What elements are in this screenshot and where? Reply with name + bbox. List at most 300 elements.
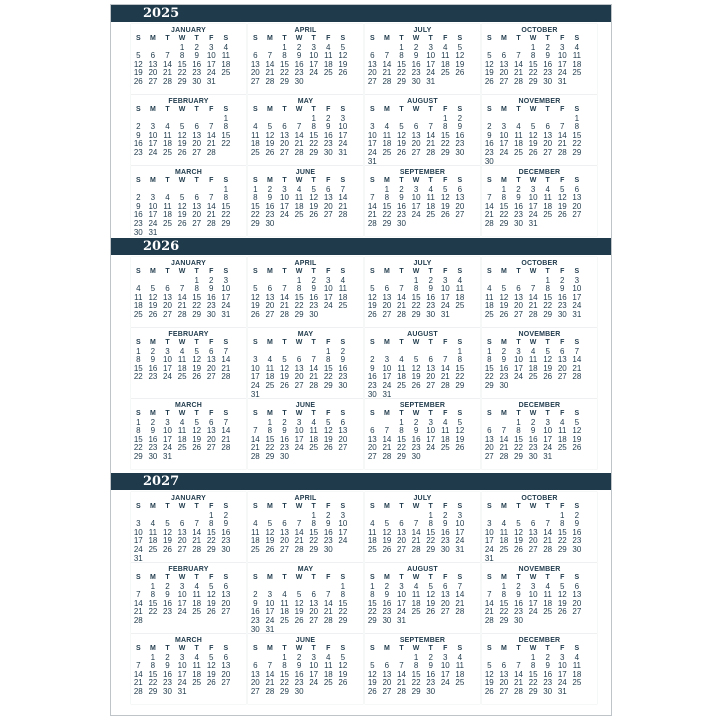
weekday-label: F <box>443 35 448 42</box>
empty-day <box>555 158 570 167</box>
empty-day <box>306 453 321 462</box>
day-number: 20 <box>192 210 202 220</box>
day-number: 5 <box>311 184 316 194</box>
day-number: 23 <box>397 210 406 220</box>
day-number: 19 <box>528 139 538 149</box>
day-number: 5 <box>179 193 185 203</box>
weekday-label: T <box>282 410 287 417</box>
weekday-label: S <box>574 503 580 510</box>
weekday-label: F <box>560 339 565 346</box>
empty-day <box>438 391 453 400</box>
day-number: 17 <box>323 292 333 302</box>
day-number: 26 <box>338 68 348 78</box>
weekday-label: W <box>295 106 303 113</box>
day-number: 9 <box>413 51 419 61</box>
day-number: 15 <box>514 434 523 444</box>
empty-day <box>204 617 219 626</box>
weekday-label: S <box>369 35 375 42</box>
month-calendar <box>365 634 480 704</box>
day-number: 14 <box>572 355 582 365</box>
day-number: 29 <box>265 451 275 461</box>
weekday-header-row <box>248 106 363 115</box>
month-name: DECEMBER <box>518 402 561 409</box>
weekday-header-row <box>131 35 246 44</box>
day-number: 10 <box>572 284 582 294</box>
day-number: 15 <box>543 292 553 302</box>
day-number: 3 <box>326 275 331 285</box>
day-number: 3 <box>399 581 404 591</box>
day-number: 25 <box>221 68 231 78</box>
day-number: 25 <box>455 678 465 688</box>
day-number: 11 <box>558 426 567 436</box>
day-number: 27 <box>192 147 202 157</box>
day-number: 30 <box>294 686 304 696</box>
day-number: 16 <box>338 363 348 373</box>
day-number: 7 <box>516 51 521 61</box>
day-number: 15 <box>177 59 187 69</box>
day-number: 12 <box>543 355 553 365</box>
day-number: 30 <box>426 686 436 696</box>
day-number: 16 <box>514 201 523 211</box>
day-number: 5 <box>399 122 404 132</box>
weekday-label: T <box>311 268 316 275</box>
month-name: NOVEMBER <box>518 98 561 105</box>
weekday-label: T <box>282 35 287 42</box>
weekday-label: T <box>516 177 521 184</box>
weekday-label: T <box>545 177 550 184</box>
empty-day <box>189 688 204 697</box>
empty-day <box>453 220 468 229</box>
day-number: 4 <box>150 519 156 529</box>
day-number: 29 <box>192 309 202 319</box>
empty-day <box>306 78 321 87</box>
day-number: 11 <box>382 130 392 140</box>
day-number: 11 <box>441 51 450 61</box>
weekday-label: S <box>135 268 141 275</box>
day-number: 12 <box>572 426 582 436</box>
day-number: 24 <box>528 607 538 617</box>
day-number: 11 <box>177 426 187 436</box>
weekday-label: S <box>574 177 580 184</box>
day-number: 12 <box>484 669 494 679</box>
empty-day <box>263 391 278 400</box>
weekday-header-row <box>365 339 480 348</box>
empty-day <box>146 555 161 564</box>
day-number: 4 <box>165 122 170 132</box>
weekday-header-row <box>365 574 480 583</box>
weekday-label: M <box>383 268 390 275</box>
day-number: 30 <box>294 76 304 86</box>
weekday-label: T <box>399 410 404 417</box>
day-number: 24 <box>265 615 275 625</box>
weekday-label: F <box>326 339 331 346</box>
weekday-label: S <box>252 410 258 417</box>
day-number: 9 <box>223 519 229 529</box>
empty-day <box>321 453 336 462</box>
empty-day <box>336 220 351 229</box>
weekday-label: M <box>500 339 507 346</box>
day-number: 15 <box>338 598 348 608</box>
day-number: 25 <box>367 544 377 554</box>
day-number: 15 <box>133 434 143 444</box>
day-number: 29 <box>221 218 231 228</box>
day-number: 23 <box>206 301 216 311</box>
day-number: 16 <box>572 527 582 537</box>
day-number: 20 <box>543 139 553 149</box>
day-number: 26 <box>499 309 509 319</box>
day-number: 20 <box>440 598 450 608</box>
weekday-label: M <box>266 35 273 42</box>
day-number: 12 <box>440 193 450 203</box>
day-number: 30 <box>280 451 289 461</box>
empty-day <box>219 453 234 462</box>
day-number: 19 <box>397 139 406 149</box>
day-number: 14 <box>163 59 172 69</box>
day-number: 19 <box>294 607 304 617</box>
day-number: 4 <box>370 519 375 529</box>
day-number: 4 <box>399 355 404 365</box>
day-number: 6 <box>179 519 185 529</box>
weekday-label: T <box>516 410 521 417</box>
day-number: 24 <box>177 607 187 617</box>
day-number: 11 <box>368 527 377 537</box>
weekday-label: T <box>545 645 550 652</box>
day-number: 15 <box>367 598 377 608</box>
day-number: 28 <box>250 451 260 461</box>
day-number: 8 <box>296 284 302 294</box>
day-number: 4 <box>253 519 258 529</box>
day-number: 25 <box>294 210 304 220</box>
day-number: 2 <box>223 510 229 520</box>
day-number: 14 <box>514 669 523 679</box>
day-number: 1 <box>223 184 229 194</box>
day-number: 21 <box>294 139 304 149</box>
day-number: 5 <box>326 417 331 427</box>
day-number: 11 <box>134 292 143 302</box>
day-number: 3 <box>267 590 273 600</box>
day-number: 23 <box>265 210 275 220</box>
weekday-label: T <box>311 574 316 581</box>
day-number: 16 <box>455 130 465 140</box>
day-number: 5 <box>530 122 536 132</box>
day-number: 18 <box>528 363 538 373</box>
day-number: 14 <box>543 527 553 537</box>
weekday-label: S <box>135 574 141 581</box>
month-calendar <box>482 492 597 562</box>
day-number: 30 <box>397 218 406 228</box>
day-number: 9 <box>457 122 463 132</box>
day-number: 17 <box>367 139 377 149</box>
week-row <box>131 115 246 124</box>
month-name: NOVEMBER <box>518 566 561 573</box>
empty-day <box>555 617 570 626</box>
day-number: 26 <box>572 443 582 453</box>
weekday-label: S <box>252 503 258 510</box>
weekday-header-row <box>248 645 363 654</box>
day-number: 29 <box>177 76 187 86</box>
day-number: 13 <box>148 59 158 69</box>
day-number: 5 <box>413 355 419 365</box>
day-number: 27 <box>514 309 523 319</box>
weekday-label: S <box>252 268 258 275</box>
day-number: 13 <box>280 130 289 140</box>
day-number: 24 <box>309 678 319 688</box>
day-number: 17 <box>250 372 260 382</box>
day-number: 27 <box>192 218 202 228</box>
day-number: 14 <box>514 59 523 69</box>
month-name: JANUARY <box>171 495 206 502</box>
day-number: 10 <box>206 51 216 61</box>
day-number: 1 <box>194 275 199 285</box>
weekday-label: M <box>383 503 390 510</box>
day-number: 24 <box>426 68 436 78</box>
day-number: 21 <box>206 210 216 220</box>
weekday-label: T <box>311 339 316 346</box>
day-number: 7 <box>399 284 404 294</box>
day-number: 10 <box>133 527 143 537</box>
weekday-label: T <box>428 177 433 184</box>
day-number: 27 <box>280 544 289 554</box>
day-number: 27 <box>177 544 187 554</box>
day-number: 2 <box>194 42 199 52</box>
day-number: 29 <box>148 686 158 696</box>
day-number: 12 <box>265 130 275 140</box>
weekday-label: T <box>545 410 550 417</box>
month-name: MAY <box>297 331 314 338</box>
day-number: 21 <box>192 536 202 546</box>
day-number: 25 <box>265 380 275 390</box>
day-number: 30 <box>411 76 421 86</box>
day-number: 1 <box>150 652 156 662</box>
day-number: 4 <box>530 346 536 356</box>
weekday-label: T <box>194 106 199 113</box>
day-number: 19 <box>382 536 392 546</box>
empty-day <box>336 78 351 87</box>
day-number: 28 <box>397 309 406 319</box>
day-number: 9 <box>428 284 433 294</box>
day-number: 21 <box>557 139 567 149</box>
day-number: 18 <box>484 301 494 311</box>
month-calendar <box>248 95 363 165</box>
weekday-label: M <box>149 645 156 652</box>
month-name: APRIL <box>294 495 317 502</box>
day-number: 19 <box>250 301 260 311</box>
day-number: 27 <box>426 380 436 390</box>
month-calendar <box>248 563 363 633</box>
month-name: OCTOBER <box>521 495 558 502</box>
week-row <box>365 688 480 697</box>
week-row <box>248 546 363 555</box>
day-number: 25 <box>148 544 158 554</box>
day-number: 13 <box>206 426 216 436</box>
weekday-label: S <box>574 35 580 42</box>
day-number: 28 <box>338 210 348 220</box>
month-name: SEPTEMBER <box>399 637 446 644</box>
day-number: 26 <box>557 210 567 220</box>
day-number: 3 <box>560 42 565 52</box>
day-number: 1 <box>428 510 433 520</box>
day-number: 8 <box>282 661 287 671</box>
weekday-label: M <box>149 268 156 275</box>
day-number: 22 <box>206 536 216 546</box>
day-number: 12 <box>265 527 275 537</box>
weekday-label: W <box>412 177 420 184</box>
weekday-label: S <box>135 410 141 417</box>
day-number: 13 <box>221 661 231 671</box>
day-number: 14 <box>133 598 143 608</box>
day-number: 5 <box>487 51 492 61</box>
empty-day <box>306 626 321 635</box>
day-number: 4 <box>179 346 185 356</box>
day-number: 11 <box>455 661 465 671</box>
day-number: 17 <box>440 292 450 302</box>
day-number: 17 <box>221 292 231 302</box>
day-number: 5 <box>428 581 433 591</box>
weekday-label: W <box>529 106 537 113</box>
day-number: 2 <box>501 346 507 356</box>
empty-day <box>453 688 468 697</box>
day-number: 23 <box>411 443 421 453</box>
day-number: 20 <box>163 301 172 311</box>
day-number: 7 <box>209 193 214 203</box>
day-number: 17 <box>543 434 553 444</box>
day-number: 25 <box>163 147 172 157</box>
empty-day <box>219 229 234 238</box>
day-number: 7 <box>296 519 302 529</box>
day-number: 23 <box>455 139 465 149</box>
day-number: 13 <box>382 669 392 679</box>
day-number: 1 <box>150 581 156 591</box>
day-number: 29 <box>294 309 304 319</box>
day-number: 18 <box>455 292 465 302</box>
day-number: 7 <box>194 519 199 529</box>
day-number: 26 <box>192 443 202 453</box>
day-number: 24 <box>177 678 187 688</box>
day-number: 19 <box>192 434 202 444</box>
day-number: 9 <box>501 355 507 365</box>
day-number: 10 <box>250 363 260 373</box>
day-number: 15 <box>294 292 304 302</box>
day-number: 18 <box>250 139 260 149</box>
day-number: 9 <box>516 193 521 203</box>
day-number: 30 <box>148 451 158 461</box>
weekday-label: S <box>252 106 258 113</box>
empty-day <box>570 382 585 391</box>
day-number: 13 <box>192 201 202 211</box>
day-number: 18 <box>557 434 567 444</box>
day-number: 18 <box>572 669 582 679</box>
day-number: 3 <box>384 355 390 365</box>
day-number: 25 <box>382 147 392 157</box>
weekday-label: F <box>443 106 448 113</box>
week-row <box>482 220 597 229</box>
weekday-label: W <box>529 35 537 42</box>
day-number: 1 <box>311 113 316 123</box>
day-number: 29 <box>455 380 465 390</box>
day-number: 7 <box>516 661 521 671</box>
empty-day <box>321 626 336 635</box>
day-number: 18 <box>382 139 392 149</box>
empty-day <box>292 626 307 635</box>
day-number: 2 <box>150 346 156 356</box>
week-row <box>365 115 480 124</box>
day-number: 29 <box>528 76 538 86</box>
day-number: 20 <box>367 68 377 78</box>
day-number: 29 <box>426 544 436 554</box>
day-number: 20 <box>294 372 304 382</box>
weekday-header-row <box>365 268 480 277</box>
weekday-label: S <box>223 410 229 417</box>
weekday-label: F <box>326 177 331 184</box>
day-number: 23 <box>338 372 348 382</box>
weekday-label: M <box>149 35 156 42</box>
week-row <box>482 546 597 555</box>
weekday-label: W <box>412 106 420 113</box>
day-number: 23 <box>382 607 392 617</box>
weekday-label: W <box>295 645 303 652</box>
day-number: 23 <box>367 380 377 390</box>
day-number: 16 <box>294 669 304 679</box>
day-number: 24 <box>440 678 450 688</box>
month-name: AUGUST <box>407 566 438 573</box>
weekday-label: W <box>295 339 303 346</box>
day-number: 25 <box>133 309 143 319</box>
day-number: 8 <box>443 122 448 132</box>
day-number: 26 <box>206 607 216 617</box>
day-number: 5 <box>296 590 302 600</box>
day-number: 4 <box>340 275 346 285</box>
weekday-label: T <box>428 574 433 581</box>
day-number: 17 <box>338 130 348 140</box>
week-row <box>131 149 246 158</box>
weekday-label: T <box>165 268 170 275</box>
day-number: 20 <box>206 434 216 444</box>
day-number: 7 <box>223 346 229 356</box>
day-number: 9 <box>296 661 302 671</box>
day-number: 10 <box>528 590 538 600</box>
week-row <box>482 617 597 626</box>
weekday-label: W <box>178 268 186 275</box>
weekday-label: W <box>178 410 186 417</box>
day-number: 30 <box>192 76 202 86</box>
weekday-label: M <box>149 339 156 346</box>
day-number: 27 <box>397 544 406 554</box>
day-number: 1 <box>530 652 536 662</box>
day-number: 26 <box>382 544 392 554</box>
day-number: 8 <box>516 426 521 436</box>
day-number: 1 <box>223 113 229 123</box>
day-number: 18 <box>543 201 553 211</box>
weekday-label: W <box>412 574 420 581</box>
day-number: 22 <box>572 139 582 149</box>
day-number: 6 <box>340 417 346 427</box>
empty-day <box>336 546 351 555</box>
day-number: 31 <box>382 389 392 399</box>
day-number: 4 <box>516 122 521 132</box>
day-number: 3 <box>150 193 156 203</box>
weekday-label: T <box>545 35 550 42</box>
day-number: 21 <box>397 301 406 311</box>
day-number: 18 <box>163 139 172 149</box>
month-calendar <box>365 95 480 165</box>
day-number: 3 <box>370 122 375 132</box>
week-row <box>482 158 597 167</box>
day-number: 23 <box>499 372 509 382</box>
day-number: 17 <box>309 669 319 679</box>
day-number: 17 <box>148 210 158 220</box>
day-number: 27 <box>455 210 465 220</box>
weekday-label: S <box>457 503 463 510</box>
